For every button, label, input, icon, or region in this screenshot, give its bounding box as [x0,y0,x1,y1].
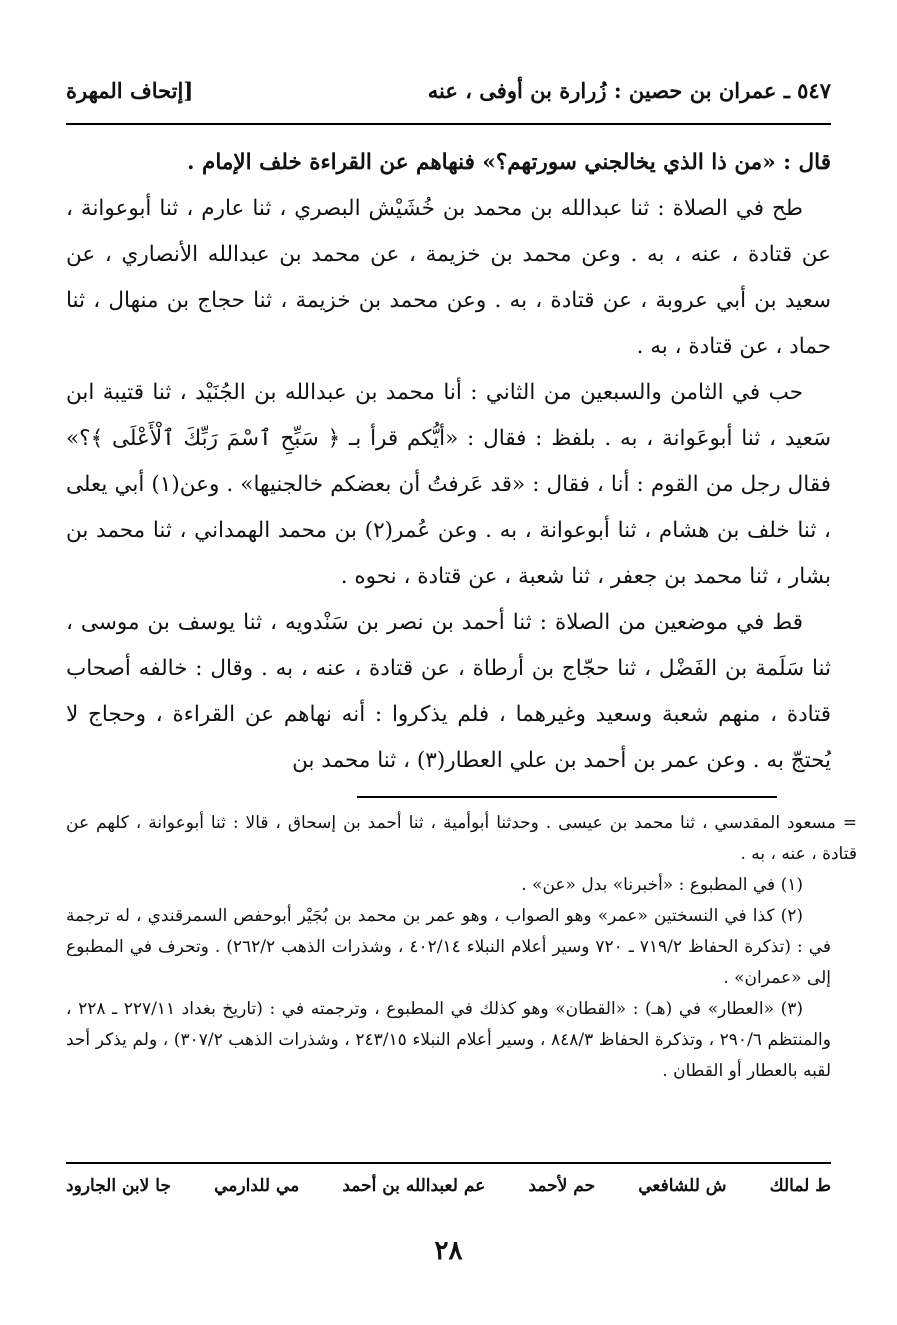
footnotes [66,808,857,1087]
paragraph-2: طح في الصلاة : ثنا عبدالله بن محمد بن خُشَيْش البصري ، ثنا عارم ، ثنا أبوعوانة ، عن قتادة ، عنه ، به . وعن محمد بن خزيمة ، عن محمد بن عبدالله الأنصاري ، عن سعيد بن أبي عروبة ، عن قتادة ، به . وعن محمد بن خزيمة ، ثنا حجاج بن منهال ، ثنا حماد ، عن قتادة ، به . [66,196,831,359]
abbrev-ibn-jarud: جا لابن الجارود [66,1176,171,1196]
abbreviation-rule [66,1162,831,1164]
header-chapter-title: ٥٤٧ ـ عمران بن حصين : زُرارة بن أوفى ، عنه [427,77,831,103]
header-rule [66,123,831,125]
paragraph-1: قال : «من ذا الذي يخالجني سورتهم؟» فنهاهم عن القراءة خلف الإمام . [187,150,831,175]
abbrev-malik: ط لمالك [769,1176,831,1196]
abbreviation-key [66,1176,831,1196]
running-header [66,70,831,110]
footnote-separator [357,796,777,798]
footnote-1: (١) في المطبوع : «أخبرنا» بدل «عن» . [521,875,803,895]
footnote-3: (٣) «العطار» في (هـ) : «القطان» وهو كذلك في المطبوع ، وترجمته في : (تاريخ بغداد ٢٢٧/١١ ـ ٢٢٨ ، والمنتظم ٢٩٠/٦ ، وتذكرة الحفاظ ٨٤٨/٣ ، وسير أعلام النبلاء ٢٤٣/١٥ ، وشذرات الذهب ٣٠٧/٢) ، ولم يذكر أحد لقبه بالعطار أو القطان . [66,999,831,1081]
paragraph-4: قط في موضعين من الصلاة : ثنا أحمد بن نصر بن سَنْدويه ، ثنا يوسف بن موسى ، ثنا سَلَمة بن الفَضْل ، ثنا حجّاج بن أرطاة ، عن قتادة ، عنه ، به . وقال : خالفه أصحاب قتادة ، منهم شعبة وسعيد وغيرهما ، فلم يذكروا : أنه نهاهم عن القراءة ، وحجاج لا يُحتجّ به . وعن عمر بن أحمد بن علي العطار(٣) ، ثنا محمد بن [66,610,831,773]
paragraph-3: حب في الثامن والسبعين من الثاني : أنا محمد بن عبدالله بن الجُنَيْد ، ثنا قتيبة ابن سَعيد ، ثنا أبوعَوانة ، به . بلفظ : فقال : «أيُّكم قرأ بـ ﴿ سَبِّحِ ٱسْمَ رَبِّكَ ٱلْأَعْلَى ﴾؟» فقال رجل من القوم : أنا ، فقال : «قد عَرفتُ أن بعضكم خالجنيها» . وعن(١) أبي يعلى ، ثنا خلف بن هشام ، ثنا أبوعوانة ، به . وعن عُمر(٢) بن محمد الهمداني ، ثنا محمد بن بشار ، ثنا محمد بن جعفر ، ثنا شعبة ، عن قتادة ، نحوه . [66,380,831,589]
footnote-2: (٢) كذا في النسختين «عمر» وهو الصواب ، وهو عمر بن محمد بن بُجَيْر أبوحفص السمرقندي ، له ترجمة في : (تذكرة الحفاظ ٧١٩/٢ ـ ٧٢٠ وسير أعلام النبلاء ٤٠٢/١٤ ، وشذرات الذهب ٢٦٢/٢) . وتحرف في المطبوع إلى «عمران» . [66,906,831,988]
header-book-title: [إتحاف المهرة [66,77,194,103]
page-number: ٢٨ [434,1236,463,1266]
main-text [66,140,831,784]
abbrev-shafii: ش للشافعي [638,1176,727,1196]
abbrev-ahmad: حم لأحمد [528,1176,596,1196]
abbrev-abdullah: عم لعبدالله بن أحمد [342,1176,486,1196]
abbrev-darimi: مي للدارمي [214,1176,300,1196]
footnote-continuation: = مسعود المقدسي ، ثنا محمد بن عيسى . وحدثنا أبوأمية ، ثنا أحمد بن إسحاق ، قالا : ثنا أبوعوانة ، كلهم عن قتادة ، عنه ، به . [66,813,857,864]
